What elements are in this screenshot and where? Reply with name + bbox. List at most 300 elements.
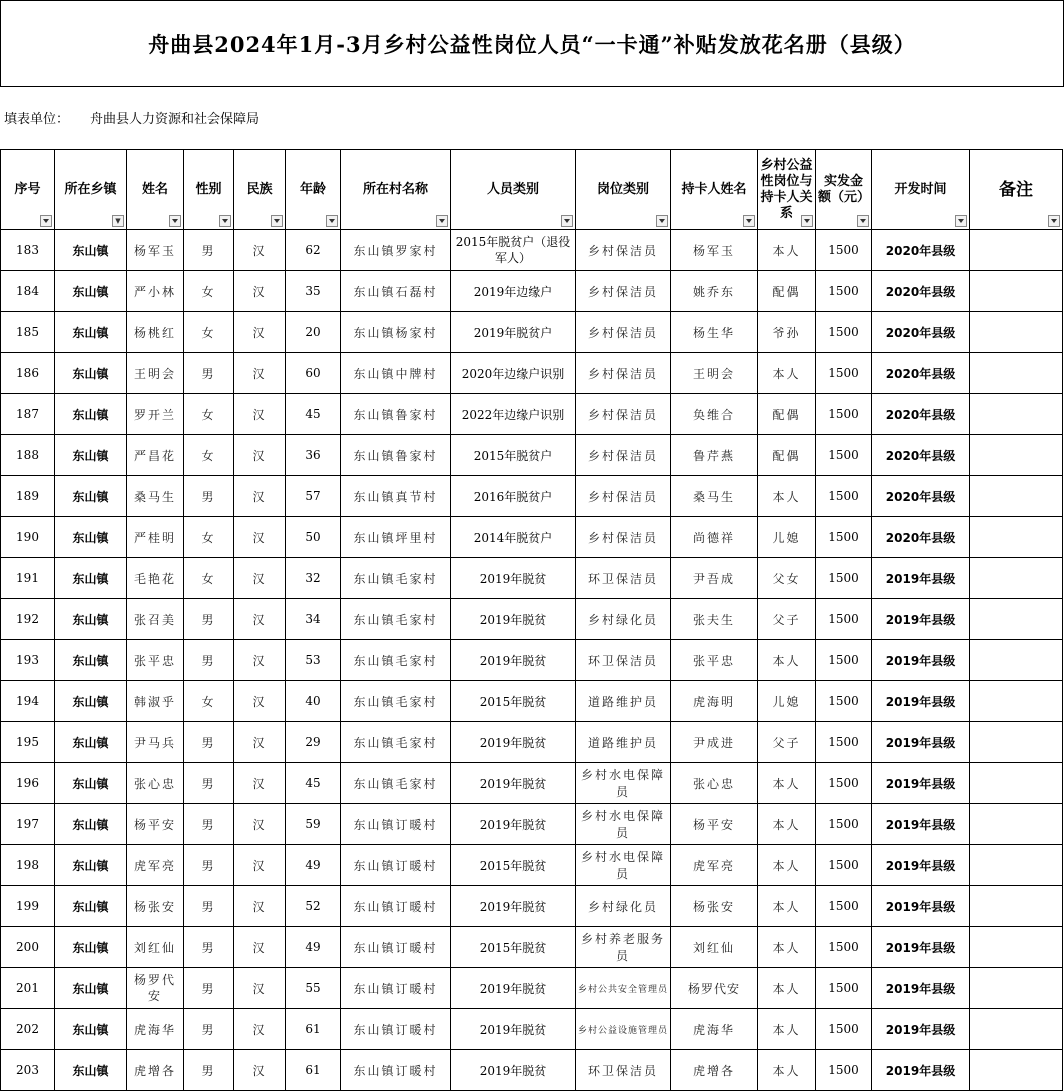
cell-holder[interactable]: 杨罗代安 [671,968,758,1009]
cell-post[interactable]: 环卫保洁员 [576,558,671,599]
cell-sex[interactable]: 男 [184,353,234,394]
cell-age[interactable]: 59 [286,804,341,845]
cell-relation[interactable]: 本人 [758,476,816,517]
cell-relation[interactable]: 父子 [758,599,816,640]
cell-village[interactable]: 东山镇订暖村 [341,845,451,886]
cell-age[interactable]: 53 [286,640,341,681]
cell-no[interactable]: 202 [1,1009,55,1050]
cell-age[interactable]: 49 [286,845,341,886]
cell-age[interactable]: 52 [286,886,341,927]
cell-holder[interactable]: 奂维合 [671,394,758,435]
cell-amount[interactable]: 1500 [816,271,872,312]
cell-dev-time[interactable]: 2020年县级 [872,394,970,435]
cell-no[interactable]: 196 [1,763,55,804]
cell-name[interactable]: 虎增各 [127,1050,184,1091]
cell-no[interactable]: 192 [1,599,55,640]
cell-ethnic[interactable]: 汉 [234,804,286,845]
cell-age[interactable]: 45 [286,394,341,435]
cell-town[interactable]: 东山镇 [55,517,127,558]
title-cell[interactable] [0,0,1064,87]
cell-village[interactable]: 东山镇坪里村 [341,517,451,558]
cell-age[interactable]: 55 [286,968,341,1009]
cell-category[interactable]: 2022年边缘户识别 [451,394,576,435]
cell-ethnic[interactable]: 汉 [234,599,286,640]
cell-town[interactable]: 东山镇 [55,599,127,640]
cell-village[interactable]: 东山镇毛家村 [341,722,451,763]
cell-name[interactable]: 严昌花 [127,435,184,476]
cell-category[interactable]: 2019年脱贫 [451,1009,576,1050]
cell-relation[interactable]: 父女 [758,558,816,599]
cell-post[interactable]: 乡村保洁员 [576,353,671,394]
cell-note[interactable] [970,968,1063,1009]
cell-village[interactable]: 东山镇订暖村 [341,927,451,968]
filter-dropdown-icon[interactable] [271,215,283,227]
cell-note[interactable] [970,230,1063,271]
cell-town[interactable]: 东山镇 [55,845,127,886]
cell-post[interactable]: 乡村保洁员 [576,394,671,435]
cell-holder[interactable]: 杨生华 [671,312,758,353]
cell-age[interactable]: 35 [286,271,341,312]
cell-relation[interactable]: 本人 [758,804,816,845]
filter-dropdown-icon[interactable] [219,215,231,227]
cell-ethnic[interactable]: 汉 [234,845,286,886]
cell-ethnic[interactable]: 汉 [234,1050,286,1091]
cell-amount[interactable]: 1500 [816,230,872,271]
cell-no[interactable]: 185 [1,312,55,353]
cell-ethnic[interactable]: 汉 [234,722,286,763]
cell-sex[interactable]: 女 [184,271,234,312]
cell-dev-time[interactable]: 2020年县级 [872,476,970,517]
cell-post[interactable]: 乡村保洁员 [576,435,671,476]
cell-name[interactable]: 张心忠 [127,763,184,804]
cell-category[interactable]: 2019年脱贫 [451,1050,576,1091]
cell-age[interactable]: 40 [286,681,341,722]
cell-category[interactable]: 2020年边缘户识别 [451,353,576,394]
cell-holder[interactable]: 张心忠 [671,763,758,804]
cell-note[interactable] [970,558,1063,599]
cell-relation[interactable]: 本人 [758,845,816,886]
cell-sex[interactable]: 男 [184,476,234,517]
cell-ethnic[interactable]: 汉 [234,886,286,927]
cell-note[interactable] [970,640,1063,681]
cell-village[interactable]: 东山镇毛家村 [341,681,451,722]
cell-category[interactable]: 2019年脱贫 [451,722,576,763]
cell-note[interactable] [970,681,1063,722]
cell-category[interactable]: 2019年脱贫 [451,968,576,1009]
cell-no[interactable]: 203 [1,1050,55,1091]
cell-post[interactable]: 乡村保洁员 [576,312,671,353]
cell-dev-time[interactable]: 2019年县级 [872,599,970,640]
cell-village[interactable]: 东山镇罗家村 [341,230,451,271]
cell-dev-time[interactable]: 2019年县级 [872,845,970,886]
filter-dropdown-icon[interactable] [436,215,448,227]
cell-relation[interactable]: 本人 [758,640,816,681]
cell-amount[interactable]: 1500 [816,312,872,353]
cell-sex[interactable]: 男 [184,927,234,968]
cell-holder[interactable]: 尹吾成 [671,558,758,599]
cell-relation[interactable]: 本人 [758,1009,816,1050]
cell-sex[interactable]: 男 [184,640,234,681]
cell-town[interactable]: 东山镇 [55,353,127,394]
cell-holder[interactable]: 杨军玉 [671,230,758,271]
filter-dropdown-icon[interactable] [169,215,181,227]
cell-amount[interactable]: 1500 [816,640,872,681]
cell-town[interactable]: 东山镇 [55,804,127,845]
cell-amount[interactable]: 1500 [816,476,872,517]
cell-category[interactable]: 2014年脱贫户 [451,517,576,558]
cell-age[interactable]: 57 [286,476,341,517]
cell-no[interactable]: 194 [1,681,55,722]
cell-category[interactable]: 2019年脱贫户 [451,312,576,353]
cell-sex[interactable]: 女 [184,312,234,353]
cell-holder[interactable]: 桑马生 [671,476,758,517]
cell-ethnic[interactable]: 汉 [234,640,286,681]
cell-relation[interactable]: 本人 [758,763,816,804]
cell-town[interactable]: 东山镇 [55,230,127,271]
cell-note[interactable] [970,722,1063,763]
cell-name[interactable]: 刘红仙 [127,927,184,968]
cell-ethnic[interactable]: 汉 [234,394,286,435]
cell-village[interactable]: 东山镇订暖村 [341,968,451,1009]
filter-dropdown-icon[interactable] [40,215,52,227]
cell-dev-time[interactable]: 2019年县级 [872,640,970,681]
cell-town[interactable]: 东山镇 [55,271,127,312]
cell-no[interactable]: 198 [1,845,55,886]
cell-no[interactable]: 199 [1,886,55,927]
cell-note[interactable] [970,312,1063,353]
cell-post[interactable]: 乡村绿化员 [576,886,671,927]
cell-name[interactable]: 毛艳花 [127,558,184,599]
cell-town[interactable]: 东山镇 [55,927,127,968]
cell-post[interactable]: 乡村保洁员 [576,476,671,517]
cell-amount[interactable]: 1500 [816,927,872,968]
cell-note[interactable] [970,517,1063,558]
cell-category[interactable]: 2019年脱贫 [451,599,576,640]
cell-holder[interactable]: 张夫生 [671,599,758,640]
cell-dev-time[interactable]: 2019年县级 [872,1009,970,1050]
cell-holder[interactable]: 虎海明 [671,681,758,722]
filter-dropdown-icon[interactable] [561,215,573,227]
cell-dev-time[interactable]: 2019年县级 [872,722,970,763]
cell-age[interactable]: 61 [286,1050,341,1091]
cell-no[interactable]: 183 [1,230,55,271]
cell-sex[interactable]: 男 [184,599,234,640]
filter-dropdown-icon[interactable] [1048,215,1060,227]
cell-no[interactable]: 200 [1,927,55,968]
cell-age[interactable]: 34 [286,599,341,640]
cell-sex[interactable]: 男 [184,230,234,271]
cell-village[interactable]: 东山镇毛家村 [341,763,451,804]
cell-village[interactable]: 东山镇订暖村 [341,886,451,927]
cell-ethnic[interactable]: 汉 [234,681,286,722]
cell-holder[interactable]: 刘红仙 [671,927,758,968]
cell-village[interactable]: 东山镇鲁家村 [341,435,451,476]
cell-town[interactable]: 东山镇 [55,435,127,476]
cell-note[interactable] [970,1050,1063,1091]
cell-dev-time[interactable]: 2019年县级 [872,558,970,599]
cell-post[interactable]: 乡村保洁员 [576,230,671,271]
cell-relation[interactable]: 配偶 [758,394,816,435]
cell-name[interactable]: 杨桃红 [127,312,184,353]
cell-town[interactable]: 东山镇 [55,1009,127,1050]
cell-name[interactable]: 杨军玉 [127,230,184,271]
cell-post[interactable]: 乡村公益设施管理员 [576,1009,671,1050]
cell-category[interactable]: 2016年脱贫户 [451,476,576,517]
cell-dev-time[interactable]: 2019年县级 [872,804,970,845]
cell-relation[interactable]: 配偶 [758,271,816,312]
cell-name[interactable]: 杨罗代安 [127,968,184,1009]
cell-post[interactable]: 道路维护员 [576,722,671,763]
cell-category[interactable]: 2015年脱贫 [451,927,576,968]
cell-no[interactable]: 184 [1,271,55,312]
cell-dev-time[interactable]: 2019年县级 [872,927,970,968]
cell-village[interactable]: 东山镇订暖村 [341,1050,451,1091]
cell-category[interactable]: 2015年脱贫 [451,681,576,722]
cell-amount[interactable]: 1500 [816,517,872,558]
cell-dev-time[interactable]: 2019年县级 [872,886,970,927]
cell-note[interactable] [970,394,1063,435]
cell-amount[interactable]: 1500 [816,435,872,476]
cell-name[interactable]: 严小林 [127,271,184,312]
cell-ethnic[interactable]: 汉 [234,1009,286,1050]
cell-holder[interactable]: 尚德祥 [671,517,758,558]
cell-town[interactable]: 东山镇 [55,312,127,353]
cell-post[interactable]: 乡村水电保障员 [576,804,671,845]
cell-ethnic[interactable]: 汉 [234,435,286,476]
cell-no[interactable]: 187 [1,394,55,435]
cell-amount[interactable]: 1500 [816,845,872,886]
cell-town[interactable]: 东山镇 [55,1050,127,1091]
cell-post[interactable]: 环卫保洁员 [576,640,671,681]
cell-category[interactable]: 2019年脱贫 [451,763,576,804]
cell-note[interactable] [970,763,1063,804]
cell-ethnic[interactable]: 汉 [234,230,286,271]
cell-post[interactable]: 乡村养老服务员 [576,927,671,968]
cell-holder[interactable]: 虎海华 [671,1009,758,1050]
cell-village[interactable]: 东山镇订暖村 [341,804,451,845]
cell-town[interactable]: 东山镇 [55,722,127,763]
cell-ethnic[interactable]: 汉 [234,312,286,353]
cell-relation[interactable]: 配偶 [758,435,816,476]
filter-dropdown-icon[interactable] [801,215,813,227]
cell-town[interactable]: 东山镇 [55,558,127,599]
cell-ethnic[interactable]: 汉 [234,968,286,1009]
cell-town[interactable]: 东山镇 [55,763,127,804]
cell-sex[interactable]: 女 [184,394,234,435]
cell-dev-time[interactable]: 2019年县级 [872,968,970,1009]
cell-holder[interactable]: 张平忠 [671,640,758,681]
cell-note[interactable] [970,845,1063,886]
filter-dropdown-icon[interactable] [743,215,755,227]
cell-amount[interactable]: 1500 [816,763,872,804]
cell-amount[interactable]: 1500 [816,599,872,640]
cell-holder[interactable]: 杨平安 [671,804,758,845]
cell-name[interactable]: 桑马生 [127,476,184,517]
cell-age[interactable]: 49 [286,927,341,968]
cell-town[interactable]: 东山镇 [55,968,127,1009]
cell-no[interactable]: 188 [1,435,55,476]
cell-post[interactable]: 乡村公共安全管理员 [576,968,671,1009]
cell-name[interactable]: 王明会 [127,353,184,394]
cell-post[interactable]: 乡村绿化员 [576,599,671,640]
cell-no[interactable]: 193 [1,640,55,681]
cell-holder[interactable]: 虎增各 [671,1050,758,1091]
cell-sex[interactable]: 女 [184,435,234,476]
cell-town[interactable]: 东山镇 [55,681,127,722]
cell-note[interactable] [970,476,1063,517]
cell-amount[interactable]: 1500 [816,722,872,763]
cell-age[interactable]: 20 [286,312,341,353]
cell-amount[interactable]: 1500 [816,1050,872,1091]
cell-name[interactable]: 虎海华 [127,1009,184,1050]
cell-no[interactable]: 190 [1,517,55,558]
cell-relation[interactable]: 父子 [758,722,816,763]
cell-age[interactable]: 45 [286,763,341,804]
cell-sex[interactable]: 男 [184,722,234,763]
cell-relation[interactable]: 本人 [758,968,816,1009]
cell-post[interactable]: 环卫保洁员 [576,1050,671,1091]
cell-age[interactable]: 32 [286,558,341,599]
cell-post[interactable]: 乡村水电保障员 [576,845,671,886]
active-filter-dropdown-icon[interactable] [112,215,124,227]
cell-dev-time[interactable]: 2019年县级 [872,681,970,722]
cell-age[interactable]: 61 [286,1009,341,1050]
cell-holder[interactable]: 虎军亮 [671,845,758,886]
cell-no[interactable]: 191 [1,558,55,599]
cell-amount[interactable]: 1500 [816,353,872,394]
cell-sex[interactable]: 女 [184,681,234,722]
cell-dev-time[interactable]: 2019年县级 [872,1050,970,1091]
cell-holder[interactable]: 姚乔东 [671,271,758,312]
cell-category[interactable]: 2019年脱贫 [451,640,576,681]
cell-dev-time[interactable]: 2019年县级 [872,763,970,804]
cell-relation[interactable]: 本人 [758,927,816,968]
cell-name[interactable]: 严桂明 [127,517,184,558]
cell-village[interactable]: 东山镇杨家村 [341,312,451,353]
cell-category[interactable]: 2015年脱贫 [451,845,576,886]
cell-note[interactable] [970,927,1063,968]
cell-age[interactable]: 36 [286,435,341,476]
cell-amount[interactable]: 1500 [816,968,872,1009]
cell-sex[interactable]: 女 [184,558,234,599]
cell-holder[interactable]: 尹成进 [671,722,758,763]
cell-age[interactable]: 62 [286,230,341,271]
cell-amount[interactable]: 1500 [816,394,872,435]
cell-relation[interactable]: 本人 [758,353,816,394]
cell-amount[interactable]: 1500 [816,804,872,845]
filter-dropdown-icon[interactable] [955,215,967,227]
cell-category[interactable]: 2019年脱贫 [451,558,576,599]
cell-name[interactable]: 张平忠 [127,640,184,681]
cell-village[interactable]: 东山镇毛家村 [341,558,451,599]
cell-age[interactable]: 60 [286,353,341,394]
cell-name[interactable]: 杨张安 [127,886,184,927]
cell-ethnic[interactable]: 汉 [234,353,286,394]
cell-relation[interactable]: 儿媳 [758,517,816,558]
cell-sex[interactable]: 男 [184,1009,234,1050]
cell-sex[interactable]: 男 [184,1050,234,1091]
cell-ethnic[interactable]: 汉 [234,558,286,599]
filter-dropdown-icon[interactable] [857,215,869,227]
cell-village[interactable]: 东山镇毛家村 [341,640,451,681]
cell-post[interactable]: 乡村水电保障员 [576,763,671,804]
cell-village[interactable]: 东山镇石磊村 [341,271,451,312]
cell-note[interactable] [970,271,1063,312]
cell-dev-time[interactable]: 2020年县级 [872,312,970,353]
cell-holder[interactable]: 杨张安 [671,886,758,927]
filter-dropdown-icon[interactable] [326,215,338,227]
cell-holder[interactable]: 鲁芹燕 [671,435,758,476]
cell-ethnic[interactable]: 汉 [234,476,286,517]
cell-relation[interactable]: 本人 [758,230,816,271]
cell-no[interactable]: 186 [1,353,55,394]
cell-name[interactable]: 韩淑乎 [127,681,184,722]
cell-village[interactable]: 东山镇订暖村 [341,1009,451,1050]
cell-village[interactable]: 东山镇中牌村 [341,353,451,394]
cell-amount[interactable]: 1500 [816,681,872,722]
cell-ethnic[interactable]: 汉 [234,763,286,804]
cell-town[interactable]: 东山镇 [55,394,127,435]
cell-town[interactable]: 东山镇 [55,886,127,927]
cell-dev-time[interactable]: 2020年县级 [872,271,970,312]
cell-note[interactable] [970,1009,1063,1050]
cell-sex[interactable]: 男 [184,804,234,845]
cell-dev-time[interactable]: 2020年县级 [872,353,970,394]
cell-post[interactable]: 乡村保洁员 [576,271,671,312]
cell-sex[interactable]: 女 [184,517,234,558]
cell-village[interactable]: 东山镇鲁家村 [341,394,451,435]
cell-age[interactable]: 29 [286,722,341,763]
cell-relation[interactable]: 本人 [758,886,816,927]
cell-ethnic[interactable]: 汉 [234,927,286,968]
cell-no[interactable]: 189 [1,476,55,517]
cell-village[interactable]: 东山镇真节村 [341,476,451,517]
cell-dev-time[interactable]: 2020年县级 [872,517,970,558]
cell-no[interactable]: 197 [1,804,55,845]
cell-name[interactable]: 罗开兰 [127,394,184,435]
cell-sex[interactable]: 男 [184,845,234,886]
cell-ethnic[interactable]: 汉 [234,517,286,558]
cell-post[interactable]: 道路维护员 [576,681,671,722]
cell-note[interactable] [970,599,1063,640]
cell-town[interactable]: 东山镇 [55,476,127,517]
cell-amount[interactable]: 1500 [816,886,872,927]
cell-amount[interactable]: 1500 [816,1009,872,1050]
cell-town[interactable]: 东山镇 [55,640,127,681]
cell-category[interactable]: 2019年边缘户 [451,271,576,312]
cell-post[interactable]: 乡村保洁员 [576,517,671,558]
cell-village[interactable]: 东山镇毛家村 [341,599,451,640]
cell-ethnic[interactable]: 汉 [234,271,286,312]
cell-category[interactable]: 2015年脱贫户（退役军人） [451,230,576,271]
cell-dev-time[interactable]: 2020年县级 [872,230,970,271]
cell-dev-time[interactable]: 2020年县级 [872,435,970,476]
cell-name[interactable]: 尹马兵 [127,722,184,763]
cell-age[interactable]: 50 [286,517,341,558]
cell-category[interactable]: 2019年脱贫 [451,804,576,845]
cell-category[interactable]: 2015年脱贫户 [451,435,576,476]
cell-relation[interactable]: 儿媳 [758,681,816,722]
cell-relation[interactable]: 本人 [758,1050,816,1091]
cell-amount[interactable]: 1500 [816,558,872,599]
cell-relation[interactable]: 爷孙 [758,312,816,353]
cell-note[interactable] [970,435,1063,476]
cell-no[interactable]: 195 [1,722,55,763]
cell-no[interactable]: 201 [1,968,55,1009]
cell-note[interactable] [970,804,1063,845]
cell-name[interactable]: 杨平安 [127,804,184,845]
cell-note[interactable] [970,353,1063,394]
